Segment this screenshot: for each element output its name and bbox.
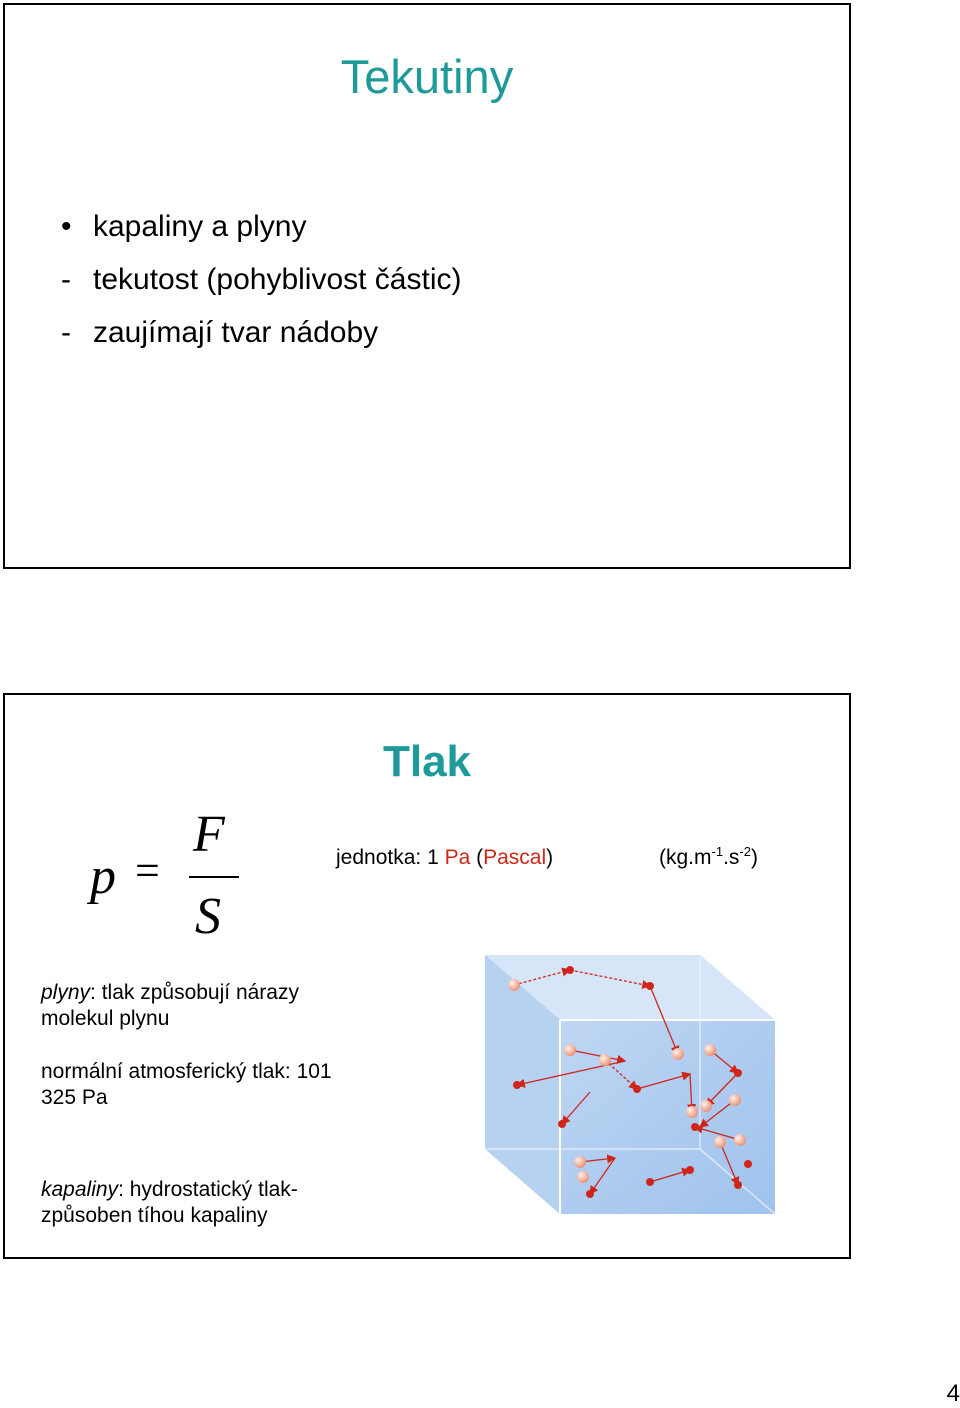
- bullet-marker: •: [61, 210, 72, 243]
- gas-molecules-cube-illustration: [480, 952, 780, 1217]
- unit-pascal: Pascal: [483, 846, 547, 869]
- si-close: ): [750, 846, 758, 869]
- formula-denominator: S: [195, 888, 221, 945]
- formula-p: p: [90, 848, 116, 905]
- atm-line2: 325 Pa: [41, 1086, 108, 1109]
- dash-line: [61, 316, 378, 350]
- unit-open: (: [470, 846, 484, 869]
- liquids-text: [41, 1177, 298, 1229]
- atm-pressure-text: [41, 1059, 332, 1111]
- gases-term: plyny: [41, 981, 91, 1004]
- si-unit-s: .s: [723, 846, 740, 869]
- unit-line: [336, 845, 553, 871]
- bullet-text: kapaliny a plyny: [93, 210, 307, 243]
- bullet-line: [61, 210, 306, 244]
- slide-tekutiny: [3, 3, 851, 569]
- slide-tlak: [3, 693, 851, 1259]
- gases-text: [41, 980, 299, 1032]
- dash-marker: -: [61, 263, 71, 296]
- formula-numerator: F: [193, 806, 225, 863]
- gases-line2: molekul plynu: [41, 1007, 170, 1030]
- fraction-bar: [189, 876, 239, 878]
- page-number: 4: [946, 1380, 960, 1407]
- unit-pa: Pa: [444, 846, 471, 869]
- si-unit-base: (kg.m: [659, 846, 712, 869]
- unit-close: ): [546, 846, 554, 869]
- dash-marker: -: [61, 316, 71, 349]
- atm-line1: normální atmosferický tlak: 101: [41, 1060, 332, 1083]
- si-unit: [659, 845, 758, 871]
- slide-title: Tlak: [382, 737, 472, 786]
- slide-title: Tekutiny: [340, 50, 514, 103]
- liquids-line2: způsoben tíhou kapaliny: [41, 1204, 268, 1227]
- dash-text: zaujímají tvar nádoby: [93, 316, 379, 349]
- dash-text: tekutost (pohyblivost částic): [93, 263, 462, 296]
- gases-line1: : tlak způsobují nárazy: [90, 981, 299, 1004]
- unit-label: jednotka: 1: [336, 846, 445, 869]
- liquids-term: kapaliny: [41, 1178, 119, 1201]
- formula-equals: =: [135, 846, 160, 895]
- si-exp2: -2: [739, 844, 751, 859]
- dash-line: [61, 263, 461, 297]
- si-exp1: -1: [711, 844, 724, 859]
- liquids-line1: : hydrostatický tlak-: [118, 1178, 298, 1201]
